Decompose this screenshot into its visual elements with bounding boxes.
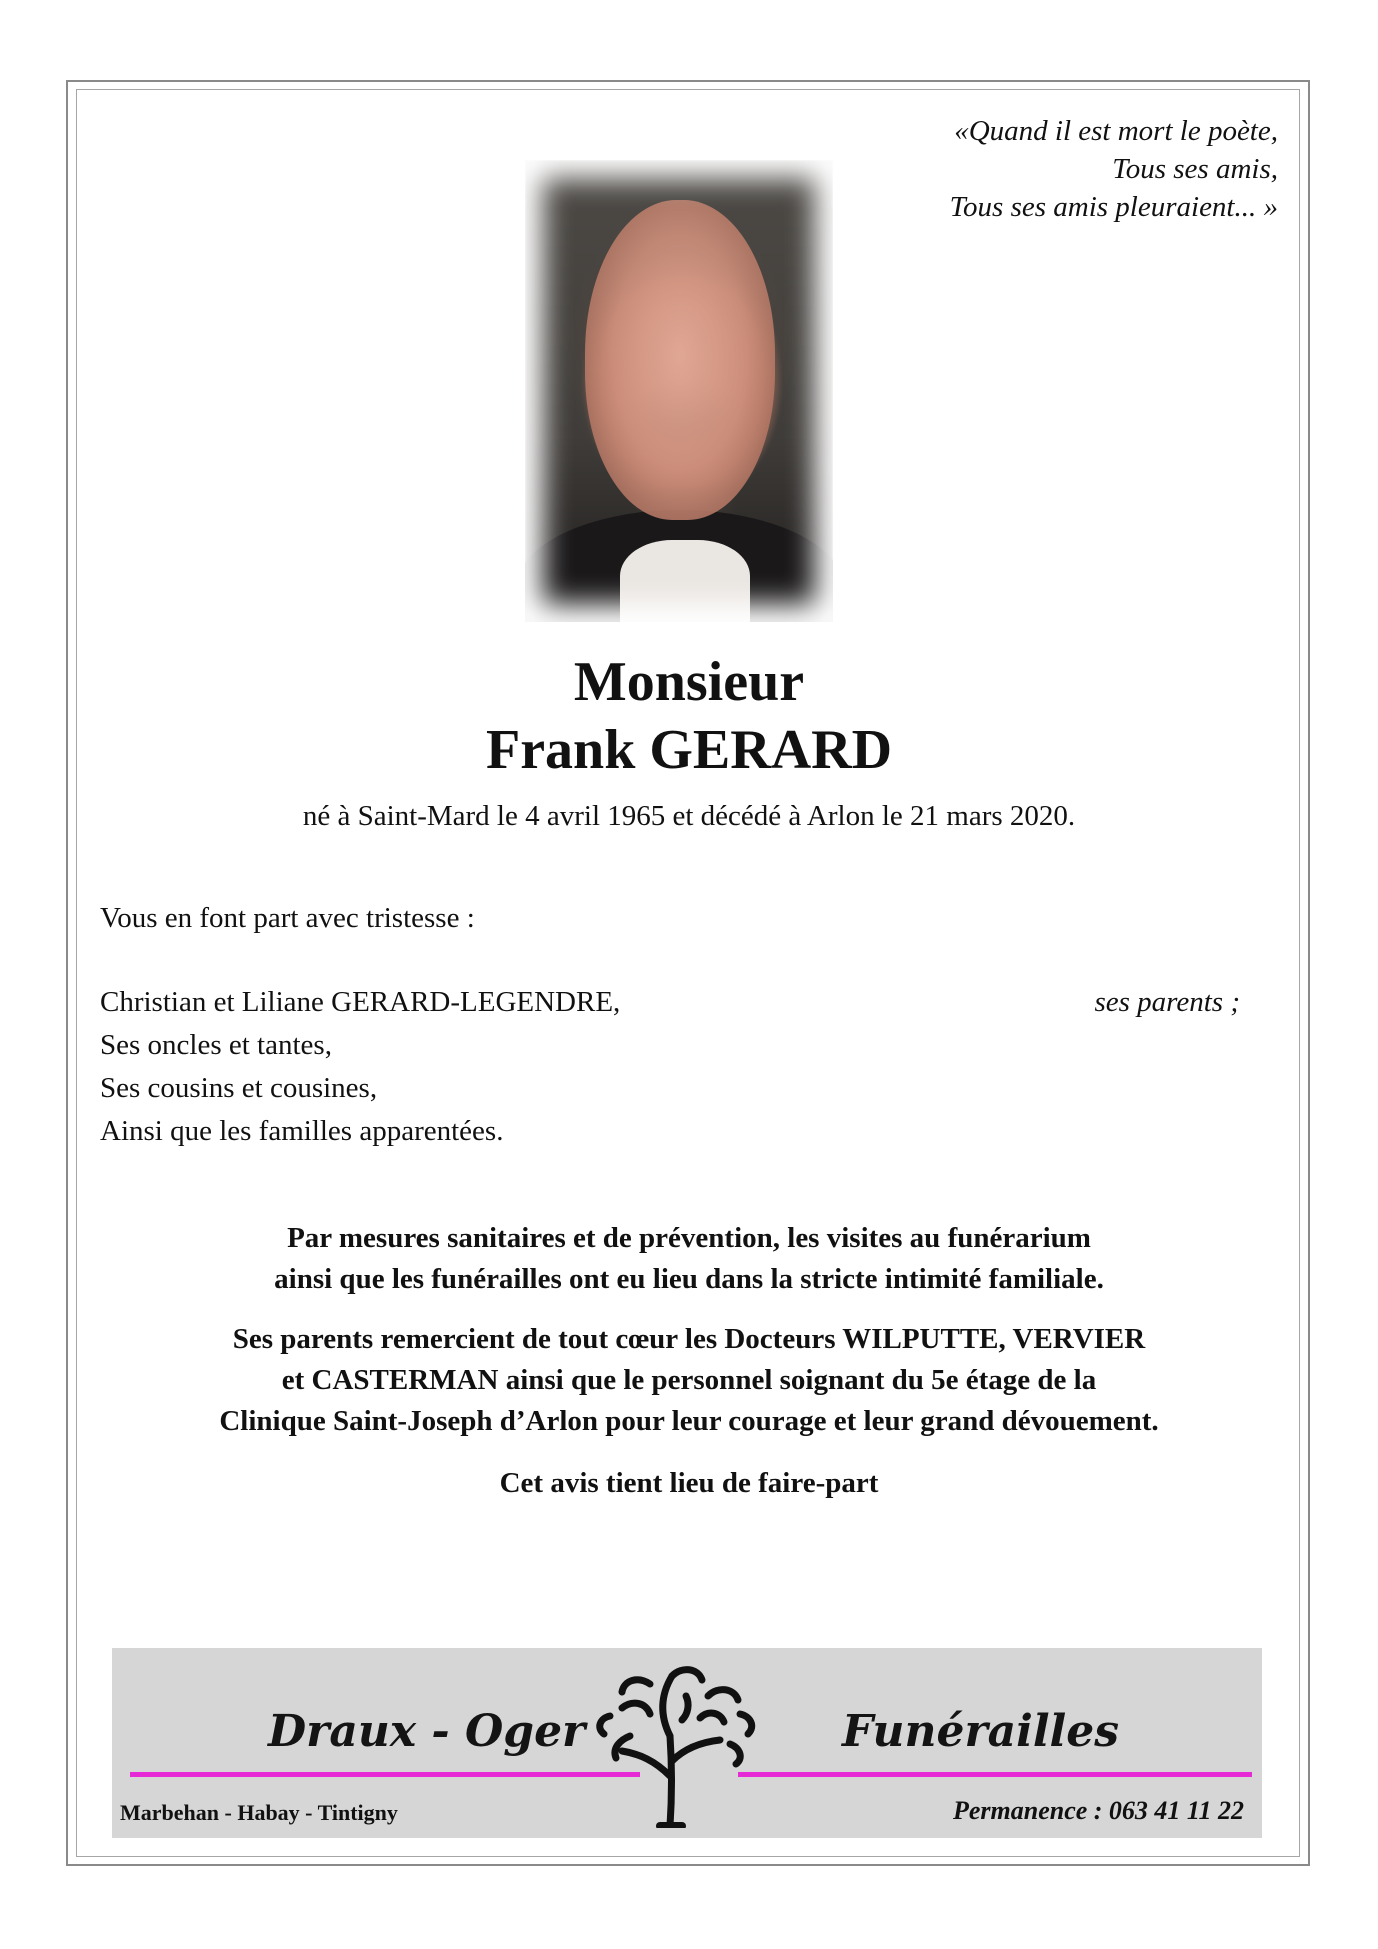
birth-death-dates: né à Saint-Mard le 4 avril 1965 et décédé à Arlon le 21 mars 2020. — [302, 800, 1076, 832]
family-row — [100, 984, 1240, 1027]
family-row — [100, 1070, 1240, 1113]
family-name: Ses oncles et tantes, — [100, 1029, 332, 1061]
family-list — [100, 984, 1240, 1156]
family-name: Ainsi que les familles apparentées. — [100, 1115, 504, 1147]
sanitary-notice — [0, 1218, 1378, 1300]
funeral-home-footer — [112, 1648, 1262, 1838]
tree-icon — [590, 1656, 768, 1828]
honorific: Monsieur — [573, 651, 805, 713]
announcement-intro: Vous en font part avec tristesse : — [100, 902, 475, 934]
locations: Marbehan - Habay - Tintigny — [120, 1800, 398, 1825]
poem-line: Tous ses amis pleuraient... » — [949, 191, 1278, 223]
deceased-name: Frank GERARD — [485, 719, 893, 781]
poem-line: Tous ses amis, — [1112, 153, 1278, 185]
family-name: Christian et Liliane GERARD-LEGENDRE, — [100, 986, 621, 1018]
phone-permanence: Permanence : 063 41 11 22 — [952, 1796, 1244, 1825]
thanks-notice — [0, 1319, 1378, 1442]
accent-line-right — [738, 1772, 1252, 1777]
notice-line: Par mesures sanitaires et de prévention, les visites au funérarium — [287, 1222, 1091, 1254]
portrait-photo — [525, 160, 833, 622]
brand-name-right: Funérailles — [842, 1706, 1120, 1757]
notice-line: et CASTERMAN ainsi que le personnel soignant du 5e étage de la — [281, 1364, 1097, 1396]
family-relation: ses parents ; — [1094, 986, 1240, 1018]
poem-line: «Quand il est mort le poète, — [954, 115, 1278, 147]
accent-line-left — [130, 1772, 640, 1777]
family-name: Ses cousins et cousines, — [100, 1072, 378, 1104]
brand-name-left: Draux - Oger — [268, 1706, 586, 1757]
faire-part-notice: Cet avis tient lieu de faire-part — [499, 1467, 879, 1499]
family-row — [100, 1027, 1240, 1070]
notice-line: Ses parents remercient de tout cœur les Docteurs WILPUTTE, VERVIER — [232, 1323, 1146, 1355]
notice-line: Clinique Saint-Joseph d’Arlon pour leur courage et leur grand dévouement. — [219, 1405, 1159, 1437]
family-row — [100, 1113, 1240, 1156]
notice-line: ainsi que les funérailles ont eu lieu dans la stricte intimité familiale. — [274, 1263, 1104, 1295]
